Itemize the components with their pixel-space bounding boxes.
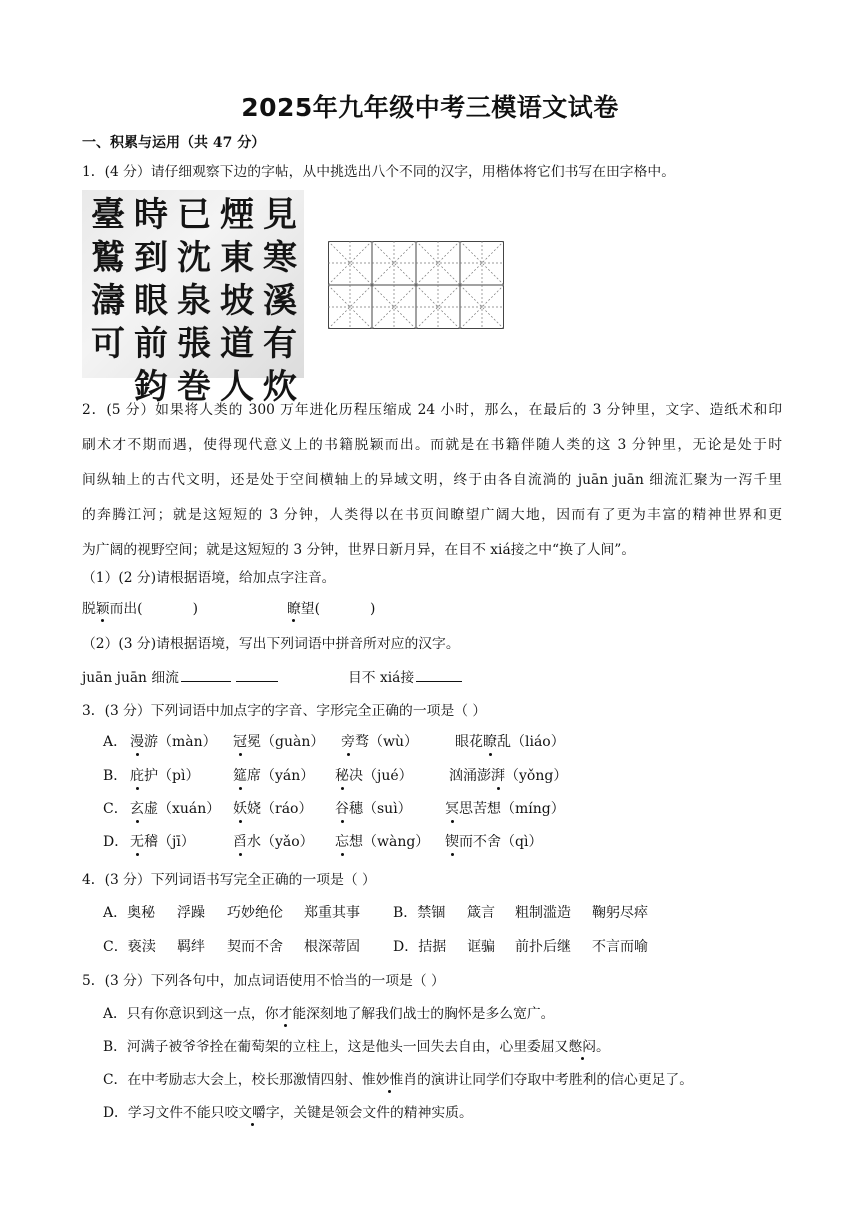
answer-blank[interactable] (236, 669, 278, 682)
q4-option-b[interactable]: B．禁锢 (393, 905, 446, 921)
q5-option-a[interactable]: A．只有你意识到这一点，你才能深刻地了解我们战士的胸怀是多么宽广。 (103, 1002, 554, 1022)
q1-stem: 1．(4 分）请仔细观察下边的字帖，从中挑选出八个不同的汉字，用楷体将它们书写在田字格中。 (82, 164, 675, 180)
q5-stem: 5．(3 分）下列各句中，加点词语使用不恰当的一项是（ ） (82, 973, 445, 989)
section-heading: 一、积累与运用（共 47 分） (82, 135, 266, 151)
q4-stem: 4．(3 分）下列词语书写完全正确的一项是（ ） (82, 872, 376, 888)
q2-paragraph-line: 2．(5 分）如果将人类的 300 万年进化历程压缩成 24 小时，那么，在最后的 3 分钟里，文字、造纸术和印 (82, 402, 782, 418)
q3-option-c[interactable]: C． 玄虚（xuán） 妖娆（ráo） 谷穗（suì） 冥思苦想（míng） (103, 798, 803, 818)
q2-sub1-item1: 脱颖而出( ) (82, 597, 198, 617)
q2-sub1-item2: 瞭望( ) (287, 597, 375, 617)
q2-paragraph-line: 的奔腾江河；就是这短短的 3 分钟，人类得以在书页间瞭望广阔大地，因而有了更为丰富的精神世界和更 (82, 507, 782, 523)
calligraphy-column: 見 寒 溪 有 炊 (263, 195, 297, 407)
q4-row-ab: A．奥秘 浮躁 巧妙绝伦 郑重其事 B．禁锢 箴言 粗制滥造 鞠躬尽瘁 (103, 902, 803, 922)
calligraphy-column: 臺 鷲 濤 可 (91, 195, 125, 364)
calligraphy-column: 已 沈 泉 張 巻 (177, 195, 211, 407)
q2-sub1: （1）(2 分)请根据语境，给加点字注音。 (82, 570, 336, 586)
q4-option-d[interactable]: D．拮据 (393, 939, 447, 955)
calligraphy-column: 煙 東 坡 道 人 (220, 195, 254, 407)
q3-stem: 3．(3 分）下列词语中加点字的字音、字形完全正确的一项是（ ） (82, 703, 487, 719)
q4-row-cd: C．亵渎 羁绊 契而不舍 根深蒂固 D．拮据 诓骗 前扑后继 不言而喻 (103, 936, 803, 956)
q3-option-d[interactable]: D． 无稽（jī） 舀水（yǎo） 忘想（wàng） 锲而不舍（qì） (103, 831, 803, 851)
q4-option-c[interactable]: C．亵渎 (103, 939, 156, 955)
answer-blank[interactable] (181, 669, 231, 682)
q2-sub2: （2）(3 分)请根据语境，写出下列词语中拼音所对应的汉字。 (82, 636, 460, 652)
q2-paragraph-line: 为广阔的视野空间；就是这短短的 3 分钟，世界日新月异，在目不 xiá接之中“换了人间”。 (82, 542, 636, 558)
q5-option-b[interactable]: B．河满子被爷爷拴在葡萄架的立柱上，这是他头一回失去自由，心里委屈又憋闷。 (103, 1035, 610, 1055)
q5-option-c[interactable]: C．在中考励志大会上，校长那激情四射、惟妙惟肖的演讲让同学们夺取中考胜利的信心更足了。 (103, 1068, 693, 1088)
q2-paragraph-line: 间纵轴上的古代文明，还是处于空间横轴上的异域文明，终于由各自流淌的 juān juān 细流汇聚为一泻千里 (82, 472, 782, 488)
answer-blank[interactable] (416, 669, 462, 682)
q2-sub2-item2: 目不 xiá接 (348, 666, 462, 686)
q5-option-d[interactable]: D．学习文件不能只咬文嚼字，关键是领会文件的精神实质。 (103, 1101, 473, 1121)
q4-option-a[interactable]: A．奥秘 (103, 905, 156, 921)
q3-option-b[interactable]: B． 庇护（pì） 筵席（yán） 秘决（jué） 汹涌澎湃（yǒng） (103, 765, 803, 785)
q2-paragraph-line: 刷术才不期而遇，使得现代意义上的书籍脱颖而出。而就是在书籍伴随人类的这 3 分钟里，无论是处于时 (82, 437, 782, 453)
calligraphy-image (82, 190, 304, 407)
tian-zi-grid[interactable] (328, 241, 504, 329)
calligraphy-column: 時 到 眼 前 鈞 (134, 195, 168, 407)
page-title: 2025年九年级中考三模语文试卷 (241, 93, 619, 122)
q3-option-a[interactable]: A． 漫游（màn） 冠冕（guàn） 旁骛（wù） 眼花瞭乱（liáo） (103, 731, 803, 751)
q2-sub2-item1: juān juān 细流 (82, 666, 278, 686)
